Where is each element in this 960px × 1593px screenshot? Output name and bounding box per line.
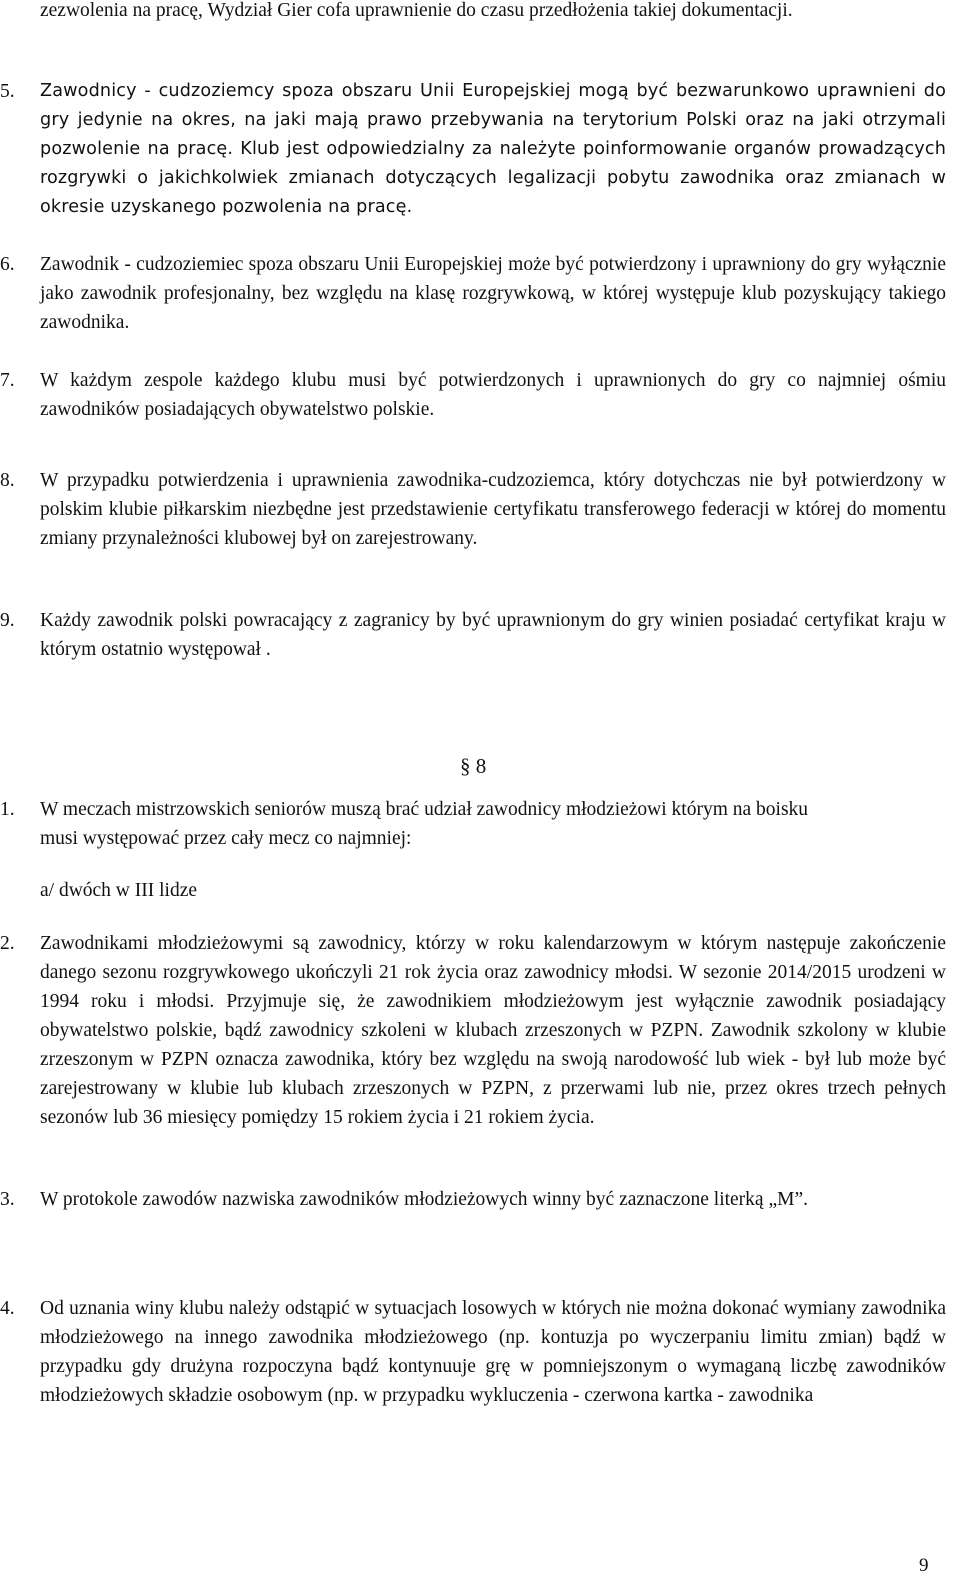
page-number: 9 bbox=[919, 1555, 929, 1576]
item-number: 4. bbox=[0, 1298, 15, 1319]
item-text: Każdy zawodnik polski powracający z zagranicy by być uprawnionym do gry winien posiadać certyfikat kraju w którym ostatnio występował . bbox=[40, 610, 946, 660]
item-number: 9. bbox=[0, 610, 15, 631]
item-number: 2. bbox=[0, 933, 15, 954]
list-item bbox=[0, 795, 948, 853]
sub-item: a/ dwóch w III lidze bbox=[40, 880, 198, 901]
item-text: W przypadku potwierdzenia i uprawnienia zawodnika-cudzoziemca, który dotychczas nie był potwierdzony w polskim klubie piłkarskim niezbędne jest przedstawienie certyfikatu transferowego federacji w której do momentu zmiany przynależności klubowej był on zarejestrowany. bbox=[40, 470, 946, 549]
list-item bbox=[0, 466, 948, 553]
item-text: W protokole zawodów nazwiska zawodników młodzieżowych winny być zaznaczone literką „M”. bbox=[40, 1189, 808, 1210]
list-item bbox=[0, 606, 948, 664]
item-number: 1. bbox=[0, 799, 15, 820]
item-text: Od uznania winy klubu należy odstąpić w sytuacjach losowych w których nie można dokonać wymiany zawodnika młodzieżowego na innego zawodnika młodzieżowego (np. kontuzja po wyczerpaniu limitu zmian) bądź w przypadku gdy drużyna rozpoczyna bądź kontynuuje grę w pomniejszonym o wymaganą liczbę zawodników młodzieżowych składzie osobowym (np. w przypadku wykluczenia - czerwona kartka - zawodnika bbox=[40, 1298, 946, 1406]
item-text: Zawodnicy - cudzoziemcy spoza obszaru Unii Europejskiej mogą być bezwarunkowo uprawnieni do gry jedynie na okres, na jaki mają prawo przebywania na terytorium Polski oraz na jaki otrzymali pozwolenie na pracę. Klub jest odpowiedzialny za należyte poinformowanie organów prowadzących rozgrywki o jakichkolwiek zmianach dotyczących legalizacji pobytu zawodnika oraz zmianach w okresie uzyskanego pozwolenia na pracę. bbox=[40, 81, 946, 217]
item-number: 7. bbox=[0, 370, 15, 391]
section-heading: § 8 bbox=[460, 754, 487, 778]
list-item bbox=[0, 1185, 948, 1214]
list-item bbox=[0, 366, 948, 424]
item-number: 3. bbox=[0, 1189, 15, 1210]
item-number: 8. bbox=[0, 470, 15, 491]
list-item bbox=[0, 929, 948, 1132]
list-item bbox=[0, 1294, 948, 1410]
item-number: 5. bbox=[0, 81, 15, 102]
list-item bbox=[0, 250, 948, 337]
item-text: W meczach mistrzowskich seniorów muszą brać udział zawodnicy młodzieżowi którym na boisku musi występować przez cały mecz co najmniej: bbox=[40, 799, 809, 849]
item-text: W każdym zespole każdego klubu musi być potwierdzonych i uprawnionych do gry co najmniej ośmiu zawodników posiadających obywatelstwo polskie. bbox=[40, 370, 946, 420]
item-text: Zawodnik - cudzoziemiec spoza obszaru Unii Europejskiej może być potwierdzony i uprawniony do gry wyłącznie jako zawodnik profesjonalny, bez względu na klasę rozgrywkową, w której występuje klub pozyskujący takiego zawodnika. bbox=[40, 254, 946, 333]
list-item bbox=[0, 77, 948, 222]
continuation-paragraph: zezwolenia na pracę, Wydział Gier cofa uprawnienie do czasu przedłożenia takiej dokumentacji. bbox=[40, 0, 793, 21]
item-text: Zawodnikami młodzieżowymi są zawodnicy, którzy w roku kalendarzowym w którym następuje zakończenie danego sezonu rozgrywkowego ukończyli 21 rok życia oraz zawodnicy młodsi. W sezonie 2014/2015 urodzeni w 1994 roku i młodsi. Przyjmuje się, że zawodnikiem młodzieżowym jest wyłącznie zawodnik posiadający obywatelstwo polskie, bądź zawodnicy szkoleni w klubach zrzeszonych w PZPN. Zawodnik szkolony w klubie zrzeszonym w PZPN oznacza zawodnika, który bez względu na swoją narodowość lub wiek - był lub może być zarejestrowany w klubie lub klubach zrzeszonych w PZPN, z przerwami lub nie, przez okres trzech pełnych sezonów lub 36 miesięcy pomiędzy 15 rokiem życia i 21 rokiem życia. bbox=[40, 933, 946, 1128]
item-number: 6. bbox=[0, 254, 15, 275]
